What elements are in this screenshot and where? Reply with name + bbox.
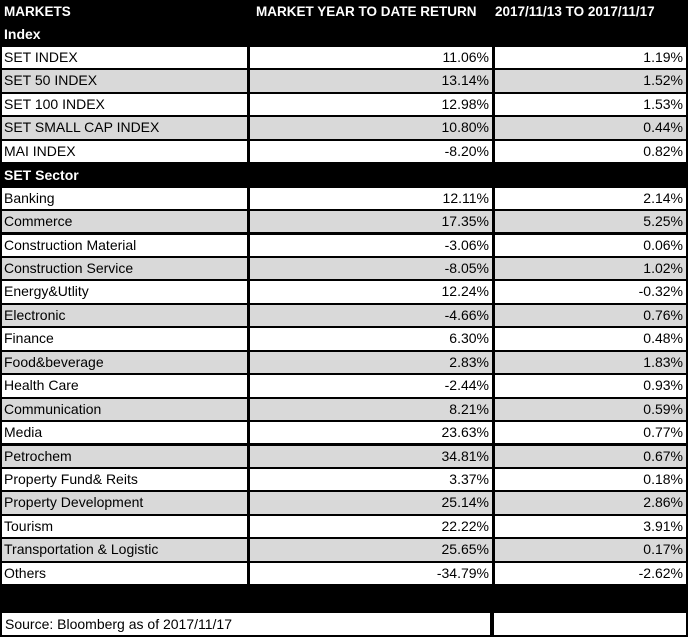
week-return-cell: 0.06% [495,235,686,256]
ytd-return-cell: -2.44% [250,375,492,396]
week-return-cell: 0.67% [495,446,686,467]
table-row [0,141,688,164]
ytd-return-cell: -34.79% [250,563,492,584]
week-return-cell: 1.02% [495,258,686,279]
table-row [0,281,688,304]
ytd-return-cell: 2.83% [250,352,492,373]
section-title: SET Sector [4,167,79,184]
markets-header: MARKETS [4,4,71,19]
market-name-cell: Property Development [2,492,247,513]
ytd-return-cell: 12.11% [250,188,492,209]
market-name-cell: Tourism [2,516,247,537]
market-name-cell: Others [2,563,247,584]
market-name-cell: Petrochem [2,446,247,467]
table-row [0,47,688,70]
table-row [0,539,688,562]
week-return-cell: 0.76% [495,305,686,326]
table-row [0,399,688,422]
section-header [0,164,688,187]
section-title: Index [4,26,41,43]
table-row [0,446,688,469]
market-name-cell: Communication [2,399,247,420]
ytd-return-cell: 3.37% [250,469,492,490]
week-return-cell: 1.19% [495,47,686,68]
market-name-cell: Electronic [2,305,247,326]
table-row [0,516,688,539]
ytd-return-cell: 34.81% [250,446,492,467]
market-name-cell: Transportation & Logistic [2,539,247,560]
ytd-return-cell: -8.20% [250,141,492,162]
week-return-cell: 1.83% [495,352,686,373]
table-row [0,94,688,117]
ytd-return-cell: 23.63% [250,422,492,443]
market-name-cell: Energy&Utlity [2,281,247,302]
market-name-cell: Banking [2,188,247,209]
table-row [0,469,688,492]
market-name-cell: SET 100 INDEX [2,94,247,115]
table-row [0,375,688,398]
table-row [0,211,688,234]
ytd-return-cell: -3.06% [250,235,492,256]
week-return-cell: 0.77% [495,422,686,443]
table-row [0,352,688,375]
week-return-cell: 0.48% [495,328,686,349]
week-return-cell: 5.25% [495,211,686,232]
market-name-cell: Finance [2,328,247,349]
ytd-return-cell: 6.30% [250,328,492,349]
ytd-return-cell: 13.14% [250,70,492,91]
week-return-cell: 0.93% [495,375,686,396]
table-header [0,0,688,24]
source-note: Source: Bloomberg as of 2017/11/17 [2,613,490,635]
ytd-return-cell: 17.35% [250,211,492,232]
table-row [0,563,688,586]
week-return-cell: 1.53% [495,94,686,115]
ytd-return-cell: 12.24% [250,281,492,302]
week-return-cell: 3.91% [495,516,686,537]
table-row [0,188,688,211]
market-name-cell: Construction Material [2,235,247,256]
table-row [0,305,688,328]
ytd-return-cell: 12.98% [250,94,492,115]
source-note-blank-cell [494,613,686,635]
week-return-cell: -2.62% [495,563,686,584]
ytd-return-cell: 11.06% [250,47,492,68]
week-return-cell: 0.44% [495,117,686,138]
week-return-cell: 2.14% [495,188,686,209]
ytd-return-cell: 25.14% [250,492,492,513]
table-row [0,492,688,515]
market-name-cell: Property Fund& Reits [2,469,247,490]
table-row [0,422,688,445]
table-row [0,328,688,351]
ytd-return-cell: 25.65% [250,539,492,560]
week-return-cell: 0.82% [495,141,686,162]
market-name-cell: SET SMALL CAP INDEX [2,117,247,138]
market-name-cell: SET 50 INDEX [2,70,247,91]
ytd-return-cell: 22.22% [250,516,492,537]
week-return-cell: 1.52% [495,70,686,91]
week-return-cell: 2.86% [495,492,686,513]
ytd-return-cell: -8.05% [250,258,492,279]
market-name-cell: MAI INDEX [2,141,247,162]
ytd-return-cell: -4.66% [250,305,492,326]
week-return-cell: 0.17% [495,539,686,560]
table-row [0,117,688,140]
table-row [0,258,688,281]
market-name-cell: Construction Service [2,258,247,279]
market-name-cell: SET INDEX [2,47,247,68]
table-row [0,70,688,93]
ytd-return-cell: 10.80% [250,117,492,138]
market-name-cell: Commerce [2,211,247,232]
ytd-return-cell: 8.21% [250,399,492,420]
week-return-cell: -0.32% [495,281,686,302]
week-range-header: 2017/11/13 TO 2017/11/17 [495,4,655,19]
week-return-cell: 0.18% [495,469,686,490]
section-header [0,23,688,46]
week-return-cell: 0.59% [495,399,686,420]
market-name-cell: Media [2,422,247,443]
market-name-cell: Food&beverage [2,352,247,373]
table-row [0,235,688,258]
ytd-return-header: MARKET YEAR TO DATE RETURN [256,4,477,19]
market-name-cell: Health Care [2,375,247,396]
